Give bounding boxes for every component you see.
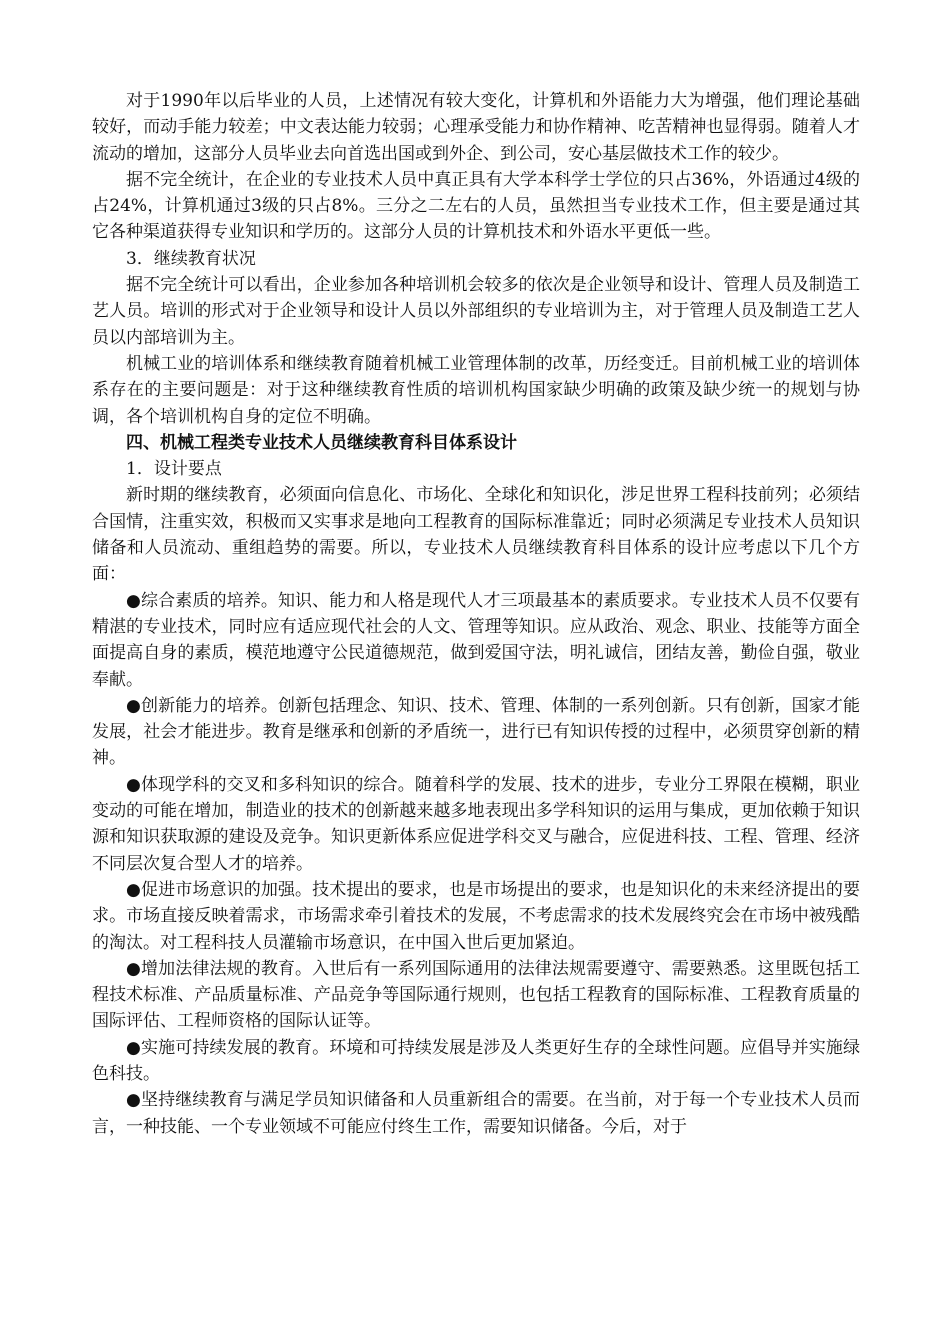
document-page — [92, 88, 860, 1140]
section-heading-four: 四、机械工程类专业技术人员继续教育科目体系设计 — [126, 432, 517, 453]
paragraph-training-opportunities: 据不完全统计可以看出，企业参加各种培训机会较多的依次是企业领导和设计、管理人员及制造工艺人员。培训的形式对于企业领导和设计人员以外部组织的专业培训为主，对于管理人员及制造工艺人员以内部培训为主。 — [92, 275, 860, 348]
bullet-legal-education: ●增加法律法规的教育。入世后有一系列国际通用的法律法规需要遵守、需要熟悉。这里既包括工程技术标准、产品质量标准、产品竞争等国际通行规则，也包括工程教育的国际标准、工程教育质量的国际评估、工程师资格的国际认证等。 — [92, 958, 860, 1032]
paragraph-training-system-problems: 机械工业的培训体系和继续教育随着机械工业管理体制的改革，历经变迁。目前机械工业的培训体系存在的主要问题是：对于这种继续教育性质的培训机构国家缺少明确的政策及缺少统一的规划与协调，各个培训机构自身的定位不明确。 — [92, 353, 860, 427]
bullet-interdisciplinary: ●体现学科的交叉和多科知识的综合。随着科学的发展、技术的进步，专业分工界限在模糊，职业变动的可能在增加，制造业的技术的创新越来越多地表现出多学科知识的运用与集成，更加依赖于知识源和知识获取源的建设及竞争。知识更新体系应促进学科交叉与融合，应促进科技、工程、管理、经济不同层次复合型人才的培养。 — [92, 774, 860, 874]
bullet-sustainable-development: ●实施可持续发展的教育。环境和可持续发展是涉及人类更好生存的全球性问题。应倡导并实施绿色科技。 — [92, 1037, 860, 1084]
bullet-innovation-ability: ●创新能力的培养。创新包括理念、知识、技术、管理、体制的一系列创新。只有创新，国家才能发展，社会才能进步。教育是继承和创新的矛盾统一，进行已有知识传授的过程中，必须贯穿创新的精神。 — [92, 695, 860, 769]
paragraph-new-era-education: 新时期的继续教育，必须面向信息化、市场化、全球化和知识化，涉足世界工程科技前列；必须结合国情，注重实效，积极而又实事求是地向工程教育的国际标准靠近；同时必须满足专业技术人员知识储备和人员流动、重组趋势的需要。所以，专业技术人员继续教育科目体系的设计应考虑以下几个方面： — [92, 485, 860, 585]
bullet-market-awareness: ●促进市场意识的加强。技术提出的要求，也是市场提出的要求，也是知识化的未来经济提出的要求。市场直接反映着需求，市场需求牵引着技术的发展，不考虑需求的技术发展终究会在市场中被残酷的淘汰。对工程科技人员灌输市场意识，在中国入世后更加紧迫。 — [92, 879, 860, 953]
bullet-comprehensive-quality: ●综合素质的培养。知识、能力和人格是现代人才三项最基本的素质要求。专业技术人员不仅要有精湛的专业技术，同时应有适应现代社会的人文、管理等知识。应从政治、观念、职业、技能等方面全面提高自身的素质，模范地遵守公民道德规范，做到爱国守法，明礼诚信，团结友善，勤俭自强，敬业奉献。 — [92, 590, 860, 690]
paragraph-graduates-after-1990: 对于1990年以后毕业的人员，上述情况有较大变化，计算机和外语能力大为增强，他们理论基础较好，而动手能力较差；中文表达能力较弱；心理承受能力和协作精神、吃苦精神也显得弱。随着人才流动的增加，这部分人员毕业去向首选出国或到外企、到公司，安心基层做技术工作的较少。 — [92, 91, 860, 164]
bullet-knowledge-reserve: ●坚持继续教育与满足学员知识储备和人员重新组合的需要。在当前，对于每一个专业技术人员而言，一种技能、一个专业领域不可能应付终生工作，需要知识储备。今后，对于 — [92, 1090, 860, 1137]
paragraph-statistics-degrees: 据不完全统计，在企业的专业技术人员中真正具有大学本科学士学位的只占36%，外语通过4级的占24%，计算机通过3级的只占8%。三分之二左右的人员，虽然担当专业技术工作，但主要是通过其它各种渠道获得专业知识和学历的。这部分人员的计算机技术和外语水平更低一些。 — [92, 169, 860, 243]
subheading-continuing-education-status: 3．继续教育状况 — [126, 248, 256, 269]
subheading-design-points: 1．设计要点 — [126, 459, 222, 480]
